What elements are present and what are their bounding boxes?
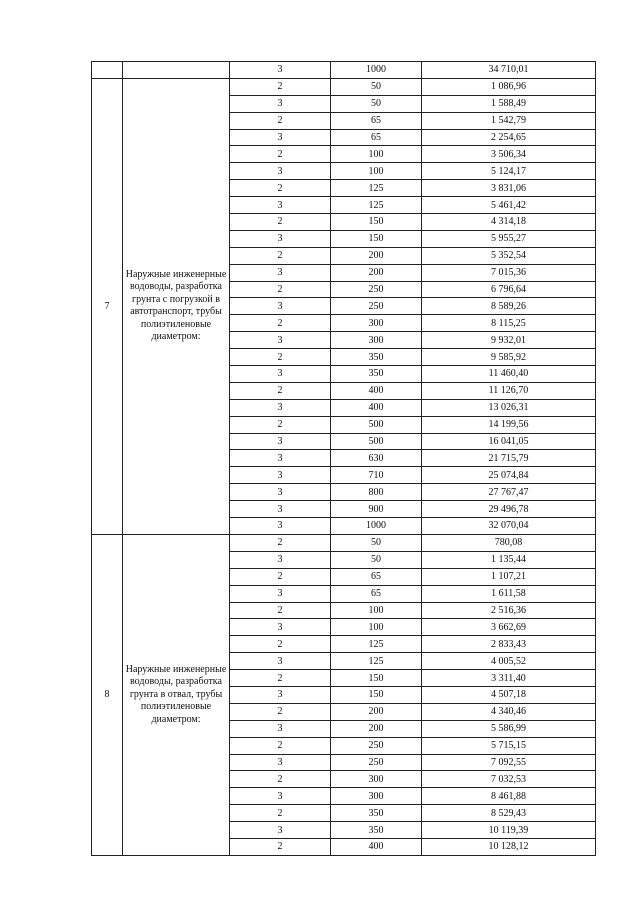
price-cell: 5 352,54 xyxy=(422,247,596,264)
category-cell: 3 xyxy=(230,62,331,79)
price-cell: 14 199,56 xyxy=(422,416,596,433)
category-cell: 2 xyxy=(230,703,331,720)
diameter-cell: 65 xyxy=(331,129,422,146)
category-cell: 2 xyxy=(230,281,331,298)
number-cell xyxy=(92,62,123,79)
diameter-cell: 125 xyxy=(331,197,422,214)
category-cell: 3 xyxy=(230,298,331,315)
category-cell: 2 xyxy=(230,146,331,163)
diameter-cell: 350 xyxy=(331,366,422,383)
category-cell: 2 xyxy=(230,180,331,197)
price-cell: 4 507,18 xyxy=(422,686,596,703)
price-cell: 1 086,96 xyxy=(422,78,596,95)
category-cell: 3 xyxy=(230,788,331,805)
category-cell: 2 xyxy=(230,737,331,754)
diameter-cell: 65 xyxy=(331,585,422,602)
diameter-cell: 710 xyxy=(331,467,422,484)
diameter-cell: 200 xyxy=(331,720,422,737)
category-cell: 2 xyxy=(230,247,331,264)
category-cell: 2 xyxy=(230,771,331,788)
price-cell: 9 585,92 xyxy=(422,349,596,366)
price-cell: 8 115,25 xyxy=(422,315,596,332)
diameter-cell: 125 xyxy=(331,653,422,670)
document-page xyxy=(91,61,596,856)
table-row xyxy=(92,534,596,551)
diameter-cell: 150 xyxy=(331,686,422,703)
diameter-cell: 150 xyxy=(331,214,422,231)
diameter-cell: 400 xyxy=(331,838,422,855)
category-cell: 2 xyxy=(230,214,331,231)
price-cell: 2 833,43 xyxy=(422,636,596,653)
diameter-cell: 300 xyxy=(331,771,422,788)
diameter-cell: 1000 xyxy=(331,518,422,535)
diameter-cell: 400 xyxy=(331,382,422,399)
category-cell: 2 xyxy=(230,349,331,366)
table-row xyxy=(92,78,596,95)
diameter-cell: 350 xyxy=(331,805,422,822)
diameter-cell: 100 xyxy=(331,602,422,619)
price-table xyxy=(91,61,596,856)
category-cell: 3 xyxy=(230,129,331,146)
category-cell: 3 xyxy=(230,551,331,568)
category-cell: 3 xyxy=(230,653,331,670)
category-cell: 2 xyxy=(230,805,331,822)
price-cell: 21 715,79 xyxy=(422,450,596,467)
price-cell: 2 516,36 xyxy=(422,602,596,619)
diameter-cell: 50 xyxy=(331,95,422,112)
price-cell: 16 041,05 xyxy=(422,433,596,450)
diameter-cell: 300 xyxy=(331,332,422,349)
price-cell: 3 506,34 xyxy=(422,146,596,163)
category-cell: 2 xyxy=(230,78,331,95)
category-cell: 3 xyxy=(230,450,331,467)
diameter-cell: 150 xyxy=(331,230,422,247)
diameter-cell: 125 xyxy=(331,636,422,653)
price-cell: 5 586,99 xyxy=(422,720,596,737)
price-cell: 9 932,01 xyxy=(422,332,596,349)
price-cell: 7 032,53 xyxy=(422,771,596,788)
category-cell: 3 xyxy=(230,585,331,602)
category-cell: 3 xyxy=(230,163,331,180)
category-cell: 3 xyxy=(230,754,331,771)
category-cell: 3 xyxy=(230,399,331,416)
price-table-body xyxy=(92,62,596,856)
category-cell: 3 xyxy=(230,720,331,737)
diameter-cell: 250 xyxy=(331,281,422,298)
diameter-cell: 300 xyxy=(331,788,422,805)
group-description-cell: Наружные инженерные водоводы, разработка грунта в отвал, трубы полиэтиленовые диаметром: xyxy=(123,534,230,855)
price-cell: 11 460,40 xyxy=(422,366,596,383)
diameter-cell: 50 xyxy=(331,78,422,95)
diameter-cell: 350 xyxy=(331,349,422,366)
price-cell: 1 611,58 xyxy=(422,585,596,602)
price-cell: 8 461,88 xyxy=(422,788,596,805)
price-cell: 3 831,06 xyxy=(422,180,596,197)
diameter-cell: 50 xyxy=(331,551,422,568)
table-row xyxy=(92,62,596,79)
category-cell: 3 xyxy=(230,433,331,450)
diameter-cell: 125 xyxy=(331,180,422,197)
diameter-cell: 500 xyxy=(331,416,422,433)
price-cell: 5 955,27 xyxy=(422,230,596,247)
price-cell: 3 662,69 xyxy=(422,619,596,636)
price-cell: 10 128,12 xyxy=(422,838,596,855)
price-cell: 1 542,79 xyxy=(422,112,596,129)
diameter-cell: 1000 xyxy=(331,62,422,79)
price-cell: 4 005,52 xyxy=(422,653,596,670)
category-cell: 3 xyxy=(230,619,331,636)
category-cell: 2 xyxy=(230,382,331,399)
price-cell: 1 588,49 xyxy=(422,95,596,112)
category-cell: 2 xyxy=(230,568,331,585)
diameter-cell: 65 xyxy=(331,568,422,585)
price-cell: 6 796,64 xyxy=(422,281,596,298)
price-cell: 1 107,21 xyxy=(422,568,596,585)
diameter-cell: 100 xyxy=(331,619,422,636)
price-cell: 25 074,84 xyxy=(422,467,596,484)
diameter-cell: 800 xyxy=(331,484,422,501)
price-cell: 27 767,47 xyxy=(422,484,596,501)
group-number-cell: 7 xyxy=(92,78,123,534)
category-cell: 2 xyxy=(230,602,331,619)
diameter-cell: 350 xyxy=(331,822,422,839)
category-cell: 3 xyxy=(230,366,331,383)
category-cell: 3 xyxy=(230,197,331,214)
price-cell: 780,08 xyxy=(422,534,596,551)
price-cell: 11 126,70 xyxy=(422,382,596,399)
price-cell: 1 135,44 xyxy=(422,551,596,568)
category-cell: 2 xyxy=(230,636,331,653)
category-cell: 3 xyxy=(230,264,331,281)
diameter-cell: 200 xyxy=(331,264,422,281)
price-cell: 29 496,78 xyxy=(422,501,596,518)
price-cell: 32 070,04 xyxy=(422,518,596,535)
diameter-cell: 400 xyxy=(331,399,422,416)
price-cell: 8 589,26 xyxy=(422,298,596,315)
price-cell: 4 314,18 xyxy=(422,214,596,231)
price-cell: 10 119,39 xyxy=(422,822,596,839)
category-cell: 3 xyxy=(230,484,331,501)
price-cell: 34 710,01 xyxy=(422,62,596,79)
diameter-cell: 50 xyxy=(331,534,422,551)
price-cell: 5 461,42 xyxy=(422,197,596,214)
diameter-cell: 200 xyxy=(331,247,422,264)
category-cell: 2 xyxy=(230,416,331,433)
diameter-cell: 250 xyxy=(331,737,422,754)
price-cell: 7 015,36 xyxy=(422,264,596,281)
diameter-cell: 250 xyxy=(331,298,422,315)
diameter-cell: 300 xyxy=(331,315,422,332)
price-cell: 5 715,15 xyxy=(422,737,596,754)
price-cell: 13 026,31 xyxy=(422,399,596,416)
price-cell: 4 340,46 xyxy=(422,703,596,720)
category-cell: 3 xyxy=(230,467,331,484)
category-cell: 2 xyxy=(230,838,331,855)
diameter-cell: 100 xyxy=(331,146,422,163)
description-cell xyxy=(123,62,230,79)
category-cell: 2 xyxy=(230,670,331,687)
price-cell: 2 254,65 xyxy=(422,129,596,146)
category-cell: 3 xyxy=(230,822,331,839)
diameter-cell: 630 xyxy=(331,450,422,467)
price-cell: 7 092,55 xyxy=(422,754,596,771)
diameter-cell: 250 xyxy=(331,754,422,771)
category-cell: 3 xyxy=(230,686,331,703)
category-cell: 2 xyxy=(230,112,331,129)
category-cell: 3 xyxy=(230,332,331,349)
group-description-cell: Наружные инженерные водоводы, разработка грунта с погрузкой в автотранспорт, трубы полиэтиленовые диаметром: xyxy=(123,78,230,534)
diameter-cell: 200 xyxy=(331,703,422,720)
diameter-cell: 65 xyxy=(331,112,422,129)
category-cell: 3 xyxy=(230,230,331,247)
diameter-cell: 150 xyxy=(331,670,422,687)
category-cell: 2 xyxy=(230,534,331,551)
diameter-cell: 500 xyxy=(331,433,422,450)
group-number-cell: 8 xyxy=(92,534,123,855)
category-cell: 3 xyxy=(230,518,331,535)
diameter-cell: 100 xyxy=(331,163,422,180)
category-cell: 3 xyxy=(230,95,331,112)
category-cell: 3 xyxy=(230,501,331,518)
diameter-cell: 900 xyxy=(331,501,422,518)
category-cell: 2 xyxy=(230,315,331,332)
price-cell: 3 311,40 xyxy=(422,670,596,687)
price-cell: 5 124,17 xyxy=(422,163,596,180)
price-cell: 8 529,43 xyxy=(422,805,596,822)
